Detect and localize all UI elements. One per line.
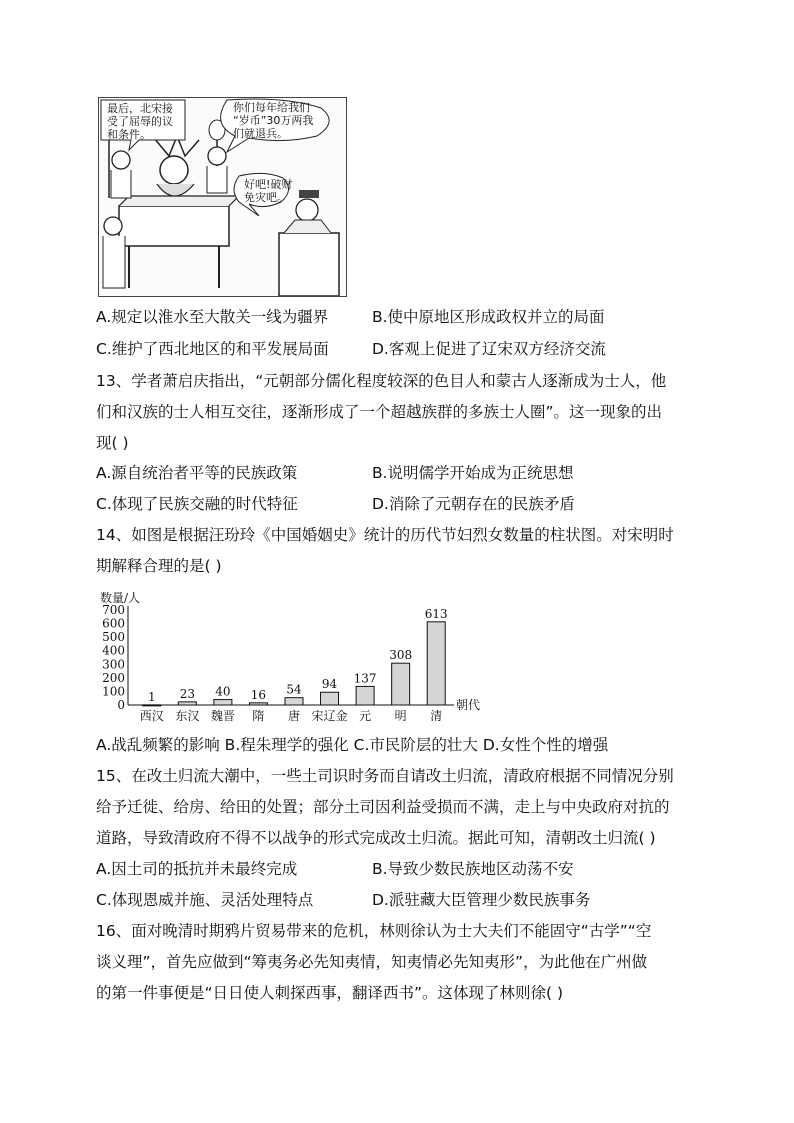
bubble-left-line-1: 最后，北宋接 — [107, 102, 173, 115]
q12-option-a[interactable]: A.规定以淮水至大散关一线为疆界 — [96, 308, 329, 326]
y-tick-label: 600 — [102, 616, 125, 631]
bubble-right-line-2: “岁币”30万两我 — [233, 114, 314, 127]
y-tick-label: 400 — [102, 643, 125, 658]
y-tick-label: 200 — [102, 670, 125, 685]
bubble-right-line-3: 们就退兵。 — [233, 127, 288, 140]
x-tick-label: 清 — [430, 709, 443, 723]
q15-stem-line-2: 给予迁徙、给房、给田的处置；部分土司因利益受损而不满，走上与中央政府对抗的 — [96, 798, 670, 816]
q13-option-b[interactable]: B.说明儒学开始成为正统思想 — [372, 464, 574, 482]
bar-value-label: 1 — [147, 689, 156, 704]
x-tick-label: 隋 — [252, 709, 265, 723]
q14-stem-line-2: 期解释合理的是( ) — [96, 557, 222, 575]
q13-stem-line-1: 13、学者萧启庆指出，“元朝部分儒化程度较深的色目人和蒙古人逐渐成为士人，他 — [96, 372, 667, 390]
bubble-small-line-2: 免灾吧。 — [244, 191, 288, 204]
q16-stem-line-3: 的第一件事便是“日日使人刺探西事，翻译西书”。这体现了林则徐( ) — [96, 984, 564, 1002]
bar-value-label: 94 — [321, 677, 338, 692]
bar-chart — [98, 588, 498, 728]
bar-8 — [427, 622, 445, 705]
q12-option-b[interactable]: B.使中原地区形成政权并立的局面 — [372, 308, 605, 326]
cartoon-drawing — [99, 98, 346, 296]
bar-value-label: 23 — [179, 686, 195, 701]
q13-option-a[interactable]: A.源自统治者平等的民族政策 — [96, 464, 298, 482]
x-tick-label: 元 — [359, 709, 372, 723]
bar-value-label: 137 — [353, 671, 377, 686]
x-tick-label: 东汉 — [175, 709, 200, 723]
bar-5 — [321, 692, 339, 705]
bar-value-label: 613 — [424, 606, 448, 621]
bar-2 — [214, 700, 232, 705]
q14-stem-line-1: 14、如图是根据汪玢玲《中国婚姻史》统计的历代节妇烈女数量的柱状图。对宋明时 — [96, 526, 674, 544]
q15-option-b[interactable]: B.导致少数民族地区动荡不安 — [372, 860, 574, 878]
q15-option-d[interactable]: D.派驻藏大臣管理少数民族事务 — [372, 891, 591, 909]
x-tick-label: 宋辽金 — [311, 709, 348, 723]
q12-option-c[interactable]: C.维护了西北地区的和平发展局面 — [96, 340, 329, 358]
q13-option-c[interactable]: C.体现了民族交融的时代特征 — [96, 495, 298, 513]
bar-value-label: 40 — [215, 684, 231, 699]
x-axis-label: 朝代 — [456, 698, 481, 712]
q16-stem-line-2: 谈义理”，首先应做到“筹夷务必先知夷情，知夷情必先知夷形”，为此他在广州做 — [96, 953, 648, 971]
y-tick-label: 500 — [102, 630, 125, 645]
bar-4 — [285, 698, 303, 705]
bubble-right-line-1: 你们每年给我们 — [233, 101, 310, 114]
x-tick-label: 西汉 — [139, 709, 164, 723]
q14-options[interactable]: A.战乱频繁的影响 B.程朱理学的强化 C.市民阶层的壮大 D.女性个性的增强 — [96, 736, 609, 754]
x-tick-label: 明 — [394, 709, 407, 723]
bubble-left-line-3: 和条件。 — [107, 128, 151, 141]
x-tick-label: 魏晋 — [210, 709, 235, 723]
bar-value-label: 54 — [286, 682, 302, 697]
q12-option-d[interactable]: D.客观上促进了辽宋双方经济交流 — [372, 340, 606, 358]
q13-option-d[interactable]: D.消除了元朝存在的民族矛盾 — [372, 495, 575, 513]
q15-stem-line-3: 道路，导致清政府不得不以战争的形式完成改土归流。据此可知，清朝改土归流( ) — [96, 829, 656, 847]
q13-stem-line-2: 们和汉族的士人相互交往，逐渐形成了一个超越族群的多族士人圈”。这一现象的出 — [96, 403, 663, 421]
bubble-small-line-1: 好吧!破财 — [244, 178, 293, 191]
q15-option-c[interactable]: C.体现恩威并施、灵活处理特点 — [96, 891, 314, 909]
q15-option-a[interactable]: A.因土司的抵抗并未最终完成 — [96, 860, 298, 878]
bar-value-label: 16 — [250, 687, 267, 702]
y-tick-label: 300 — [102, 657, 125, 672]
x-tick-label: 唐 — [287, 709, 301, 723]
q16-stem-line-1: 16、面对晚清时期鸦片贸易带来的危机，林则徐认为士大夫们不能固守“古学”“空 — [96, 922, 652, 940]
q13-stem-line-3: 现( ) — [96, 434, 129, 452]
bar-value-label: 308 — [389, 648, 413, 663]
cartoon-image — [98, 97, 347, 297]
q15-stem-line-1: 15、在改土归流大潮中，一些土司识时务而自请改土归流，清政府根据不同情况分别 — [96, 767, 674, 785]
bar-6 — [356, 686, 374, 705]
y-tick-label: 100 — [102, 684, 125, 699]
y-axis-label: 数量/人 — [100, 591, 141, 605]
y-tick-label: 0 — [117, 698, 125, 712]
bubble-left-line-2: 受了屈辱的议 — [107, 115, 173, 128]
bar-7 — [392, 663, 410, 705]
y-tick-label: 700 — [102, 603, 125, 617]
